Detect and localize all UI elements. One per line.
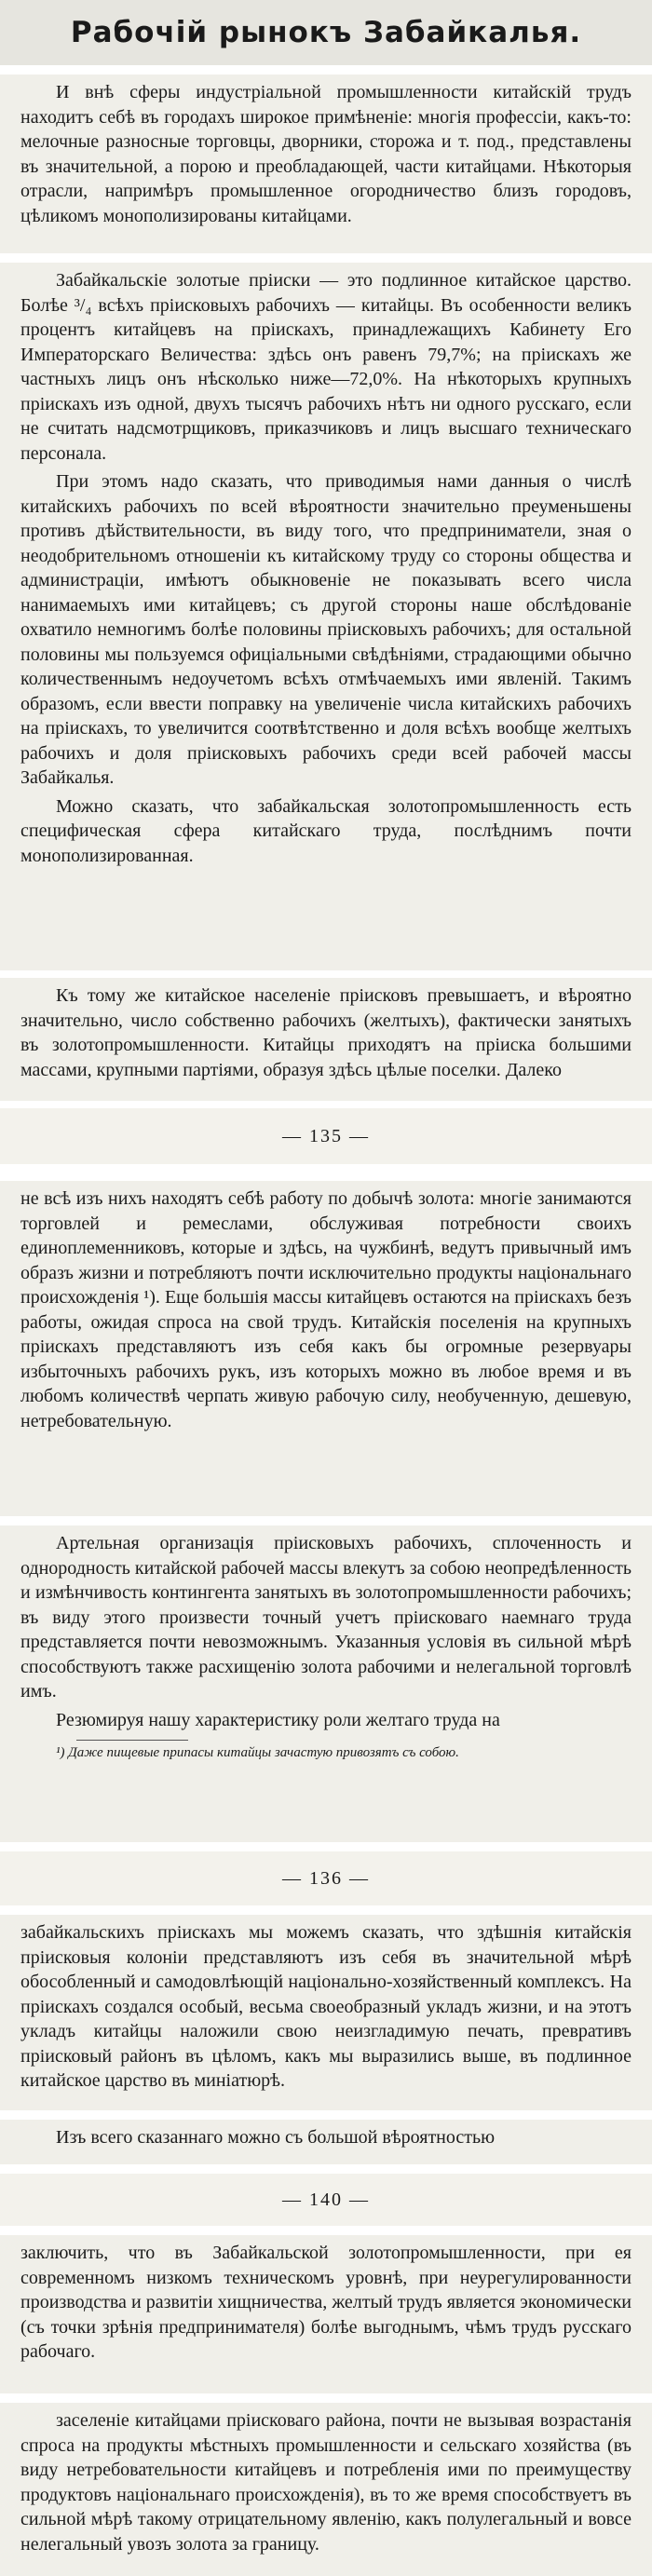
text-block-3 xyxy=(0,978,652,1101)
paragraph: заключить, что въ Забайкальской золотопромышленности, при ея современномъ низкомъ техническомъ уровнѣ, при неурегулированности производства и развитіи хищничества, желтый трудъ является экономически (съ точки зрѣнія предпринимателя) болѣе выгоднымъ, чѣмъ трудъ русскаго рабочаго. xyxy=(20,2243,632,2362)
paragraph: Артельная организація пріисковыхъ рабочихъ, сплоченность и однородность китайской рабочей массы влекутъ за собою неопредѣленность и измѣнчивость контингента занятыхъ въ золотопромышленности рабочихъ; въ виду этого произвести точный учетъ пріисковаго наемнаго труда представляется почти невозможнымъ. Указанныя условія въ сильной мѣрѣ способствуютъ также расхищенію золота рабочими и нелегальной торговлѣ имъ. xyxy=(20,1533,632,1702)
text-block-8 xyxy=(0,2235,652,2393)
paragraph: Забайкальскіе золотые пріиски — это подлинное китайское царство. Болѣе ³/₄ всѣхъ пріисковыхъ рабочихъ — китайцы. Въ особенности великъ процентъ китайцевъ на пріискахъ, принадлежащихъ Кабинету Его Императорскаго Величества: здѣсь онъ равенъ 79,7%; на пріискахъ же частныхъ лицъ онъ нѣсколько ниже—72,0%. На нѣкоторыхъ крупныхъ пріискахъ изъ одной, двухъ тысячъ рабочихъ нѣтъ ни одного русскаго, если не считать надсмотрщиковъ, приказчиковъ и лицъ высшаго техническаго персонала. xyxy=(20,270,632,464)
paragraph: Изъ всего сказаннаго можно съ большой вѣроятностью xyxy=(56,2127,496,2148)
footnote: ¹) Даже пищевые припасы китайцы зачастую привозятъ съ собою. xyxy=(56,1745,459,1760)
text-block-1 xyxy=(0,75,652,253)
paragraph: Можно сказать, что забайкальская золотопромышленность есть специфическая сфера китайскаго труда, послѣднимъ почти монополизированная. xyxy=(20,795,632,866)
page-number-135: — 135 — xyxy=(0,1108,652,1164)
paragraph: заселеніе китайцами пріисковаго района, почти не вызывая возрастанія спроса на продукты мѣстныхъ промышленности и сельскаго хозяйства (въ виду нетребовательности китайцевъ и потребленія ими по преимуществу продуктовъ національнаго происхожденія), въ то же время способствуетъ въ сильной мѣрѣ такому отрицательному явленію, какъ полулегальный и вовсе нелегальный увозъ золота за границу. xyxy=(20,2410,632,2555)
text-block-6 xyxy=(0,1915,652,2110)
text-block-4 xyxy=(0,1181,652,1516)
paragraph: И внѣ сферы индустріальной промышленности китайскій трудъ находитъ себѣ въ городахъ широкое примѣненіе: многія профессіи, какъ-то: мелочные разносные торговцы, дворники, сторожа и т. под., представлены въ значительной, а порою и преобладающей, части китайцами. Нѣкоторыя отрасли, напримѣръ промышленное огородничество близъ городовъ, цѣликомъ монополизированы китайцами. xyxy=(20,82,632,226)
page-number-140: — 140 — xyxy=(0,2174,652,2226)
text-block-9 xyxy=(0,2403,652,2576)
paragraph: Къ тому же китайское населеніе пріисковъ превышаетъ, и вѣроятно значительно, число собственно рабочихъ (желтыхъ), фактически занятыхъ въ золотопромышленности. Китайцы приходятъ на пріиска большими массами, крупными партіями, образуя здѣсь цѣлые поселки. Далеко xyxy=(20,985,632,1080)
text-block-2 xyxy=(0,263,652,970)
page-title: Рабочій рынокъ Забайкалья. xyxy=(0,0,652,65)
text-block-7 xyxy=(0,2120,652,2164)
paragraph: Резюмируя нашу характеристику роли желтаго труда на xyxy=(56,1709,500,1730)
paragraph: забайкальскихъ пріискахъ мы можемъ сказать, что здѣшнія китайскія пріисковыя колоніи представляютъ изъ себя въ значительной мѣрѣ обособленный и самодовлѣющій національно-хозяйственный комплексъ. На пріискахъ создался особый, весьма своеобразный укладъ жизни, и на этотъ укладъ китайцы наложили свою неизгладимую печать, превративъ пріисковый районъ въ цѣломъ, какъ мы выразились выше, въ подлинное китайское царство въ миніатюрѣ. xyxy=(20,1922,632,2091)
paragraph: При этомъ надо сказать, что приводимыя нами данныя о числѣ китайскихъ рабочихъ по всей вѣроятности значительно преуменьшены противъ дѣйствительности, въ виду того, что предприниматели, зная о неодобрительномъ отношеніи къ китайскому труду со стороны общества и администраціи, имѣютъ обыкновеніе не показывать всего числа нанимаемыхъ ими китайцевъ; съ другой стороны наше обслѣдованіе охватило немногимъ болѣе половины пріисковыхъ рабочихъ; для остальной половины мы пользуемся офиціальными свѣдѣніями, страдающими обычно количественнымъ недоучетомъ всѣхъ отмѣчаемыхъ ими явленій. Такимъ образомъ, если ввести поправку на увеличеніе числа китайскихъ рабочихъ на пріискахъ, то увеличится соотвѣтственно и доля всѣхъ вообще желтыхъ рабочихъ и доля пріисковыхъ рабочихъ среди всей рабочей массы Забайкалья. xyxy=(20,471,632,788)
paragraph: не всѣ изъ нихъ находятъ себѣ работу по добычѣ золота: многіе занимаются торговлей и ремеслами, обслуживая потребности своихъ единоплеменниковъ, которые и здѣсь, на чужбинѣ, ведутъ привычный имъ образъ жизни и потребляютъ почти исключительно продукты національнаго происхожденія ¹). Еще большія массы китайцевъ остаются на пріискахъ безъ работы, ожидая спроса на свой трудъ. Китайскія поселенія на крупныхъ пріискахъ представляютъ изъ себя какъ бы огромные резервуары избыточныхъ рабочихъ рукъ, изъ которыхъ можно въ любое время и въ любомъ количествѣ черпать живую рабочую силу, необученную, дешевую, нетребовательную. xyxy=(20,1188,632,1431)
page-number-136: — 136 — xyxy=(0,1851,652,1905)
text-block-5 xyxy=(0,1525,652,1842)
